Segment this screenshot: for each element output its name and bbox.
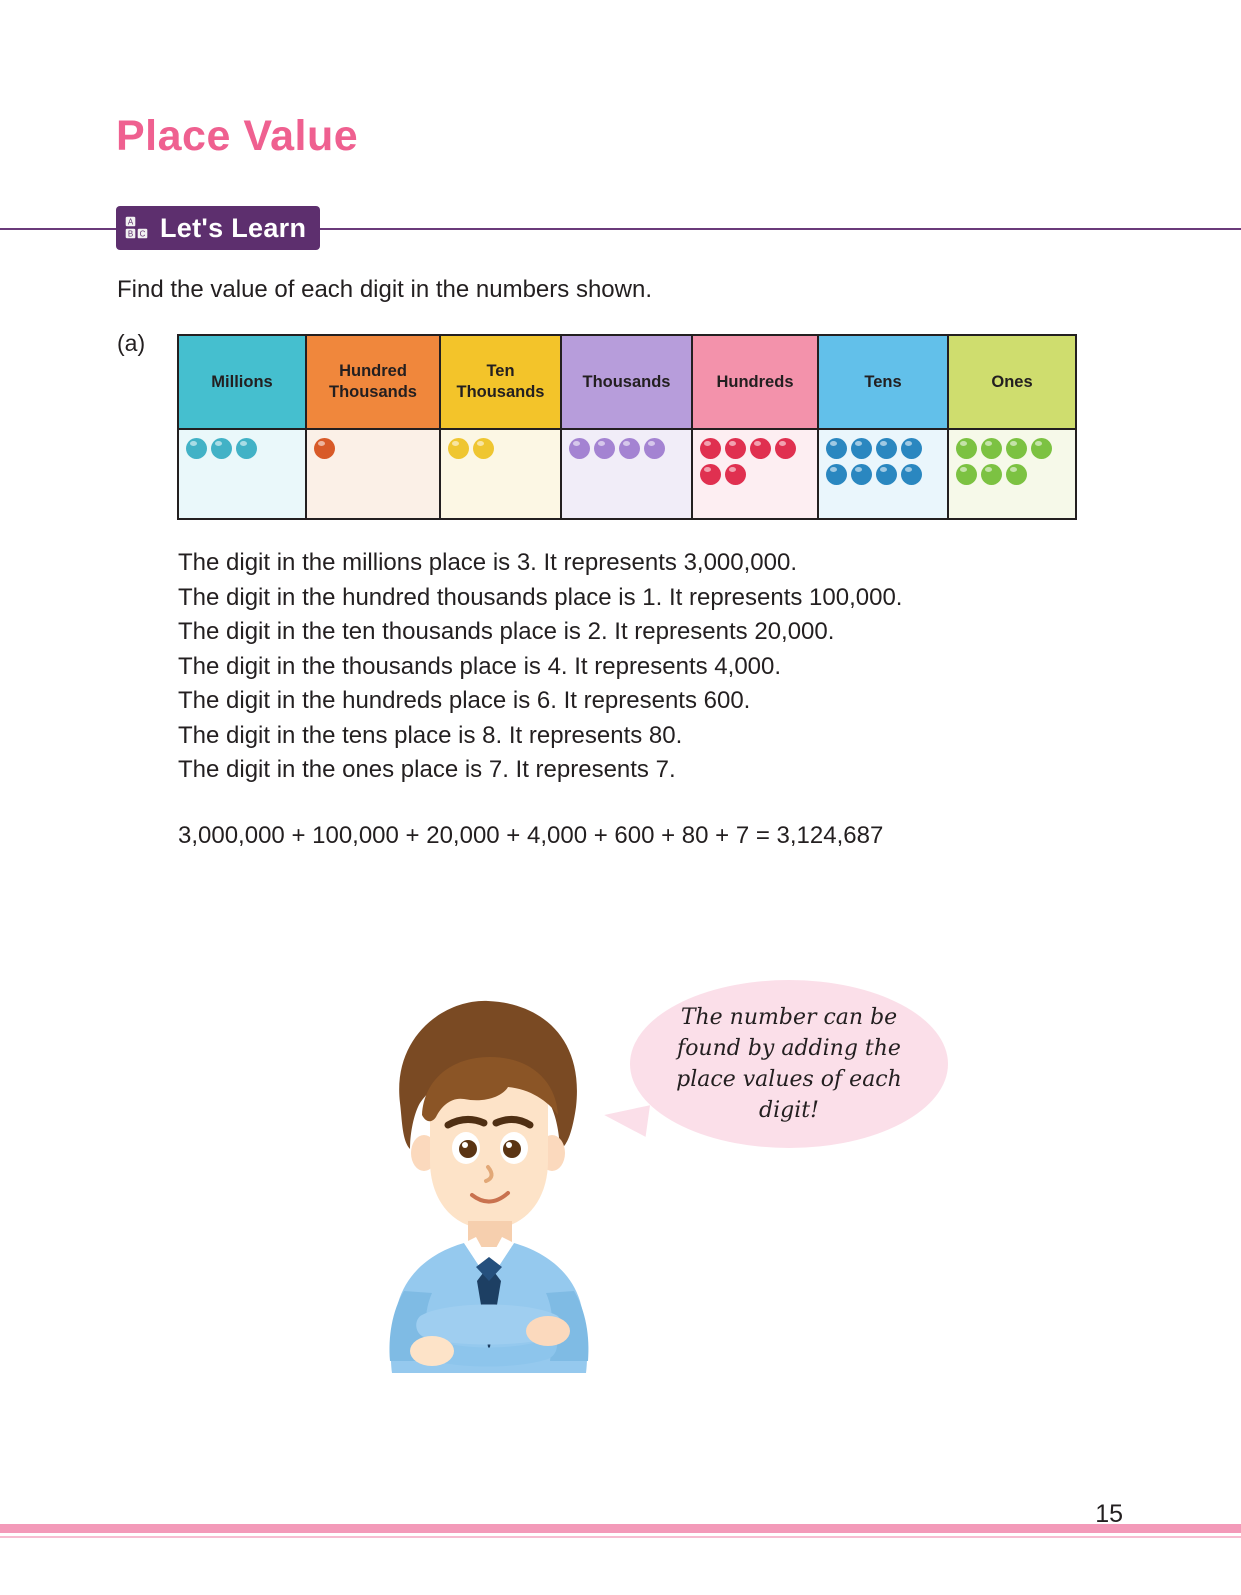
place-value-disc: [826, 438, 847, 459]
svg-text:A: A: [127, 217, 134, 227]
explanation-line: The digit in the thousands place is 4. It represents 4,000.: [178, 652, 782, 680]
explanation-block: [178, 546, 1128, 788]
speech-bubble-text: The number can be found by adding the place values of each digit!: [676, 1004, 902, 1124]
place-value-disc: [876, 464, 897, 485]
place-value-disc: [725, 464, 746, 485]
place-value-disc: [851, 438, 872, 459]
lets-learn-label: Let's Learn: [160, 212, 307, 243]
place-value-disc: [569, 438, 590, 459]
table-header-label: Hundreds: [716, 372, 794, 391]
explanation-line: The digit in the tens place is 8. It represents 80.: [178, 721, 683, 749]
place-value-disc: [700, 438, 721, 459]
place-value-disc: [901, 438, 922, 459]
table-header-label: Hundred Thousands: [328, 362, 417, 401]
explanation-line: The digit in the ten thousands place is 2. It represents 20,000.: [178, 618, 835, 645]
expanded-form-equation: 3,000,000 + 100,000 + 20,000 + 4,000 + 600 + 80 + 7 = 3,124,687: [178, 822, 884, 849]
place-value-disc: [236, 438, 257, 459]
place-value-disc: [725, 438, 746, 459]
table-header-label: Ones: [991, 372, 1033, 391]
place-value-disc: [700, 464, 721, 485]
table-disc-cell: [819, 430, 949, 518]
table-header-cell: [819, 336, 949, 428]
table-header-label: Thousands: [582, 372, 671, 391]
place-value-disc: [956, 438, 977, 459]
explanation-line: The digit in the ones place is 7. It represents 7.: [178, 756, 676, 783]
explanation-line: The digit in the hundred thousands place is 1. It represents 100,000.: [178, 583, 903, 611]
place-value-table: [177, 334, 1077, 520]
table-disc-cell: [949, 430, 1075, 518]
place-value-disc: [644, 438, 665, 459]
table-header-cell: [949, 336, 1075, 428]
place-value-disc: [876, 438, 897, 459]
place-value-disc: [594, 438, 615, 459]
place-value-disc: [750, 438, 771, 459]
place-value-disc: [1006, 438, 1027, 459]
table-header-cell: [562, 336, 693, 428]
table-header-label: Tens: [864, 372, 902, 391]
place-value-disc: [851, 464, 872, 485]
place-value-disc: [186, 438, 207, 459]
table-disc-cell: [179, 430, 307, 518]
place-value-disc: [448, 438, 469, 459]
place-value-disc: [211, 438, 232, 459]
footer-rule: [0, 1524, 1241, 1533]
svg-text:C: C: [139, 229, 146, 239]
table-header-label: Millions: [211, 372, 273, 391]
svg-text:B: B: [127, 229, 134, 239]
place-value-disc: [956, 464, 977, 485]
table-header-cell: [441, 336, 562, 428]
lets-learn-banner: [116, 206, 320, 250]
place-value-disc: [619, 438, 640, 459]
place-value-table-header: [179, 336, 1075, 428]
table-header-cell: [179, 336, 307, 428]
table-disc-cell: [307, 430, 441, 518]
explanation-line: The digit in the hundreds place is 6. It represents 600.: [178, 687, 751, 714]
item-label-a: (a): [117, 330, 146, 356]
intro-text: Find the value of each digit in the numbers shown.: [117, 276, 652, 303]
place-value-disc: [314, 438, 335, 459]
table-disc-cell: [562, 430, 693, 518]
place-value-disc: [1031, 438, 1052, 459]
speech-bubble: [630, 980, 948, 1148]
table-header-cell: [693, 336, 819, 428]
table-disc-cell: [441, 430, 562, 518]
place-value-disc: [981, 464, 1002, 485]
table-header-cell: [307, 336, 441, 428]
place-value-table-body: [179, 428, 1075, 518]
footer-rule-thin: [0, 1536, 1241, 1538]
place-value-disc: [901, 464, 922, 485]
boy-illustration: [352, 985, 622, 1375]
abc-blocks-icon: [124, 215, 150, 241]
place-value-disc: [826, 464, 847, 485]
place-value-disc: [1006, 464, 1027, 485]
page-title: Place Value: [116, 112, 359, 160]
page-number: 15: [1095, 1500, 1123, 1528]
explanation-line: The digit in the millions place is 3. It represents 3,000,000.: [178, 549, 798, 576]
place-value-disc: [775, 438, 796, 459]
table-disc-cell: [693, 430, 819, 518]
place-value-disc: [981, 438, 1002, 459]
place-value-disc: [473, 438, 494, 459]
table-header-label: Ten Thousands: [456, 362, 545, 401]
